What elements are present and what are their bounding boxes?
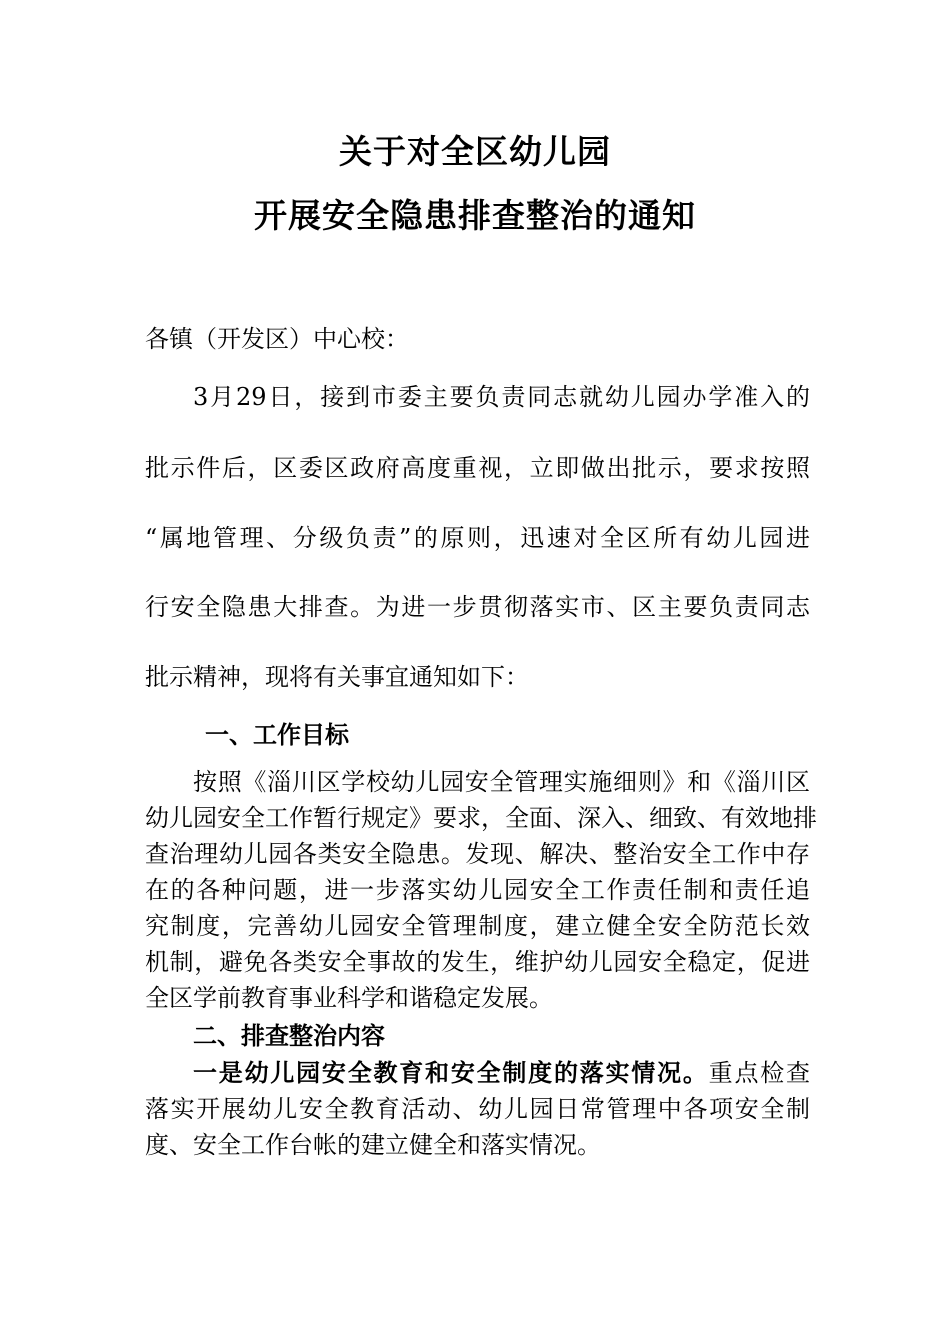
intro-line: “属地管理、分级负责”的原则，迅速对全区所有幼儿园进	[145, 524, 810, 552]
paragraph-line: 落实开展幼儿安全教育活动、幼儿园日常管理中各项安全制	[145, 1095, 810, 1123]
salutation: 各镇（开发区）中心校：	[145, 325, 409, 353]
title-line-2: 开展安全隐患排查整治的通知	[254, 196, 696, 235]
paragraph-line: 机制，避免各类安全事故的发生，维护幼儿园安全稳定，促进	[145, 948, 810, 976]
title-line-1: 关于对全区幼儿园	[339, 132, 611, 171]
item-lead-text: 一是幼儿园安全教育和安全制度的落实情况。	[193, 1058, 709, 1087]
intro-line: 批示件后，区委区政府高度重视，立即做出批示，要求按照	[145, 454, 810, 482]
paragraph-line: 查治理幼儿园各类安全隐患。发现、解决、整治安全工作中存	[145, 840, 810, 868]
item-first-line	[193, 1056, 810, 1090]
intro-line: 行安全隐患大排查。为进一步贯彻落实市、区主要负责同志	[145, 593, 810, 621]
section-heading-1: 一、工作目标	[205, 721, 349, 749]
paragraph-line: 按照《淄川区学校幼儿园安全管理实施细则》和《淄川区	[193, 768, 810, 796]
paragraph-line: 在的各种问题，进一步落实幼儿园安全工作责任制和责任追	[145, 876, 810, 904]
paragraph-line: 幼儿园安全工作暂行规定》要求，全面、深入、细致、有效地排	[145, 804, 817, 832]
paragraph-line: 度、安全工作台帐的建立健全和落实情况。	[145, 1131, 601, 1159]
intro-line: 3月29日，接到市委主要负责同志就幼儿园办学准入的	[193, 383, 810, 411]
paragraph-line: 究制度，完善幼儿园安全管理制度，建立健全安全防范长效	[145, 912, 810, 940]
section-heading-2: 二、排查整治内容	[193, 1022, 385, 1050]
item-rest-text: 重点检查	[708, 1059, 811, 1087]
paragraph-line: 全区学前教育事业科学和谐稳定发展。	[145, 984, 553, 1012]
intro-line: 批示精神，现将有关事宜通知如下：	[145, 663, 529, 691]
